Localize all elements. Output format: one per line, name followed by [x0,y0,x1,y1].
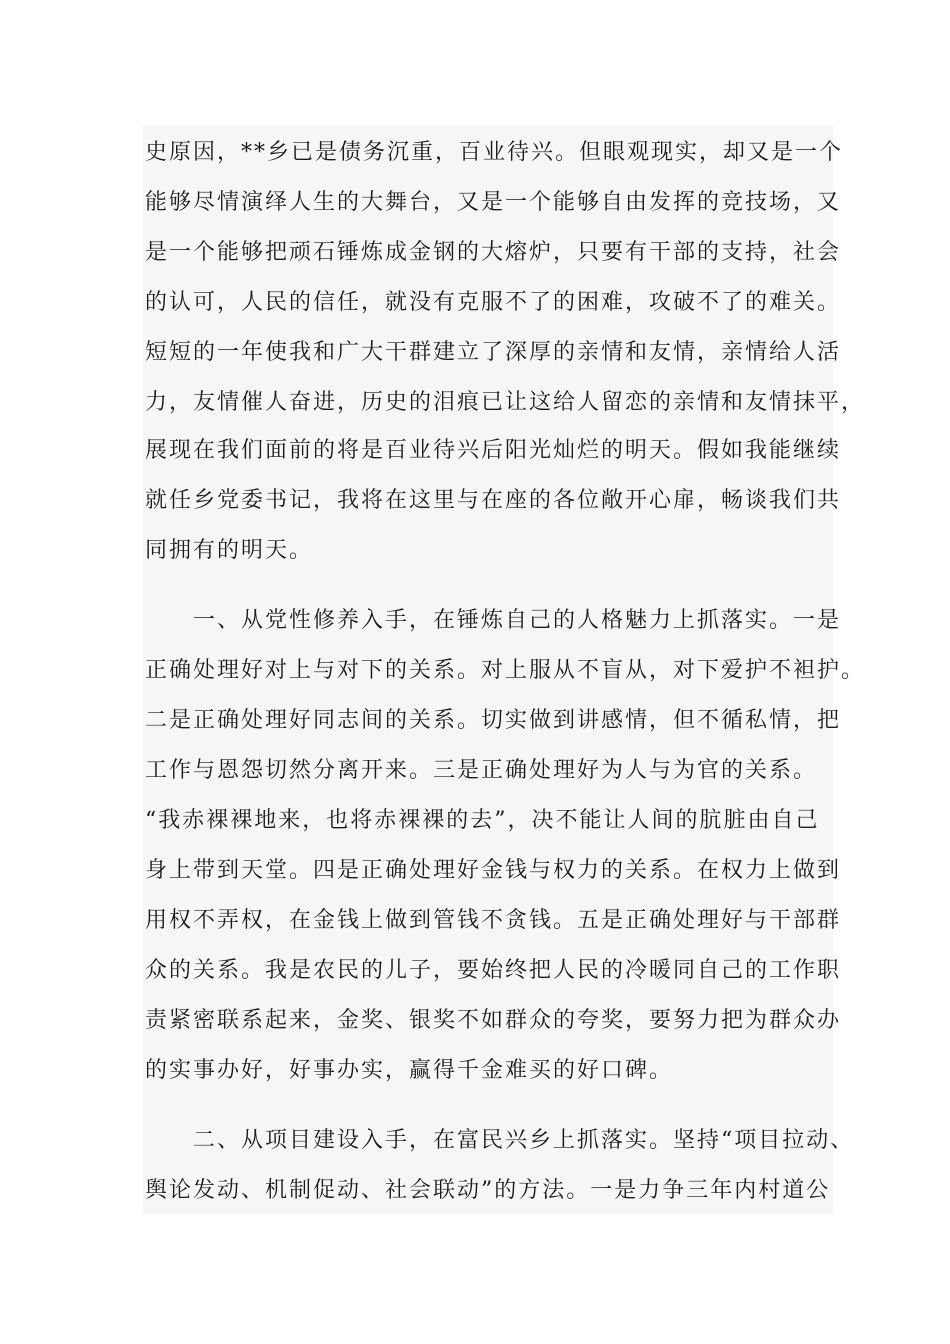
text-line: 责紧密联系起来，金奖、银奖不如群众的夸奖，要努力把为群众办 [145,1008,842,1033]
text-line: “我赤裸裸地来，也将赤裸裸的去”，决不能让人间的肮脏由自己 [145,808,820,833]
text-line: 史原因，**乡已是债务沉重，百业待兴。但眼观现实，却又是一个 [145,140,844,165]
text-line: 舆论发动、机制促动、社会联动”的方法。一是力争三年内村道公 [145,1178,831,1203]
text-line: 二、从项目建设入手，在富民兴乡上抓落实。坚持“项目拉动、 [145,1128,855,1153]
text-line: 二是正确处理好同志间的关系。切实做到讲感情，但不循私情，把 [145,708,842,733]
text-line: 的实事办好，好事办实，赢得千金难买的好口碑。 [145,1058,674,1083]
text-line: 力，友情催人奋进，历史的泪痕已让这给人留恋的亲情和友情抹平， [145,390,866,415]
text-line: 工作与恩怨切然分离开来。三是正确处理好为人与为官的关系。 [145,758,818,783]
text-line: 众的关系。我是农民的儿子，要始终把人民的冷暖同自己的工作职 [145,958,842,983]
text-line: 短短的一年使我和广大干群建立了深厚的亲情和友情，亲情给人活 [145,340,842,365]
text-line: 就任乡党委书记，我将在这里与在座的各位敞开心扉，畅谈我们共 [145,488,842,513]
text-line: 的认可，人民的信任，就没有克服不了的困难，攻破不了的难关。 [145,290,842,315]
text-line: 身上带到天堂。四是正确处理好金钱与权力的关系。在权力上做到 [145,858,842,883]
text-line: 同拥有的明天。 [145,538,314,563]
text-line: 正确处理好对上与对下的关系。对上服从不盲从，对下爱护不袒护。 [145,658,866,683]
text-line: 一、从党性修养入手，在锤炼自己的人格魅力上抓落实。一是 [145,608,842,633]
text-line: 展现在我们面前的将是百业待兴后阳光灿烂的明天。假如我能继续 [145,438,842,463]
text-line: 能够尽情演绎人生的大舞台，又是一个能够自由发挥的竞技场，又 [145,190,842,215]
text-line: 用权不弄权，在金钱上做到管钱不贪钱。五是正确处理好与干部群 [145,908,842,933]
text-line: 是一个能够把顽石锤炼成金钢的大熔炉，只要有干部的支持，社会 [145,240,842,265]
